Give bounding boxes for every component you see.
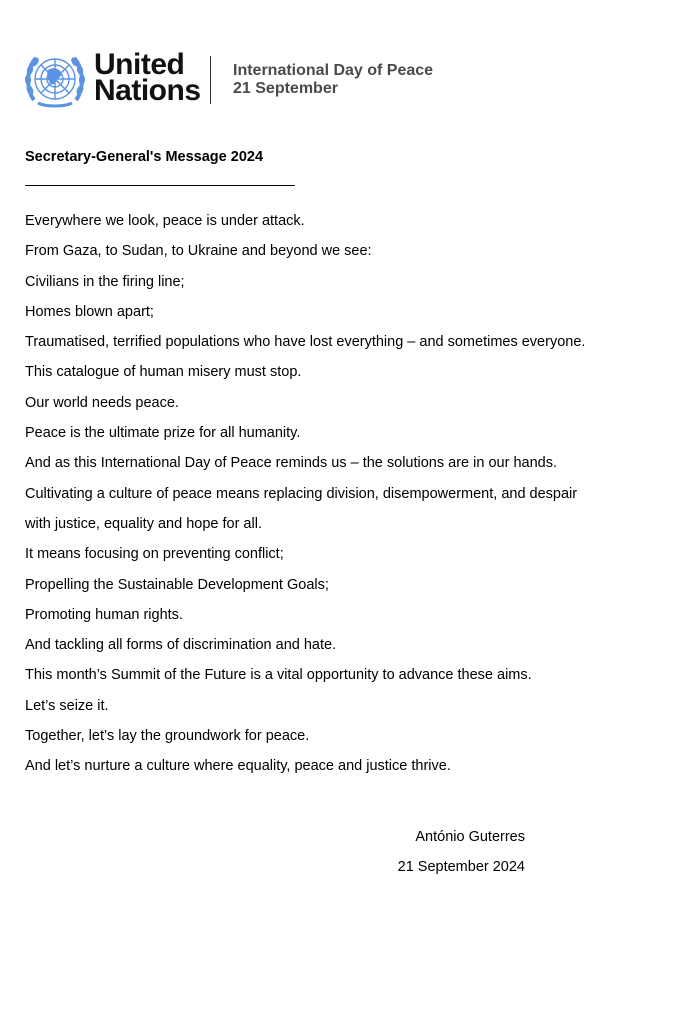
- message-line: And as this International Day of Peace reminds us – the solutions are in our hands.: [25, 455, 557, 472]
- un-emblem-icon: [24, 50, 86, 108]
- event-title: [233, 62, 433, 98]
- organization-name: [94, 48, 201, 107]
- org-name-line1: United: [94, 48, 185, 81]
- signature-date: 21 September 2024: [397, 859, 525, 875]
- message-line: Let’s seize it.: [25, 697, 109, 714]
- title-underline: [25, 185, 295, 186]
- message-line: Our world needs peace.: [25, 394, 179, 411]
- message-line: And let’s nurture a culture where equality, peace and justice thrive.: [25, 758, 451, 775]
- message-line: Promoting human rights.: [25, 606, 183, 623]
- message-line: Propelling the Sustainable Development Goals;: [25, 576, 329, 593]
- message-line: From Gaza, to Sudan, to Ukraine and beyond we see:: [25, 243, 372, 260]
- signature-block: [360, 828, 525, 888]
- message-line: with justice, equality and hope for all.: [25, 515, 262, 532]
- event-name: International Day of Peace: [233, 62, 434, 79]
- message-line: Civilians in the firing line;: [25, 273, 185, 290]
- message-line: It means focusing on preventing conflict;: [25, 546, 284, 563]
- message-body: [25, 212, 675, 788]
- page-title: Secretary-General's Message 2024: [25, 149, 264, 165]
- message-line: Cultivating a culture of peace means replacing division, disempowerment, and despair: [25, 485, 578, 502]
- message-line: Together, let’s lay the groundwork for peace.: [25, 728, 310, 745]
- signatory-name: António Guterres: [415, 829, 525, 845]
- header-divider: [210, 56, 211, 104]
- message-line: Everywhere we look, peace is under attack.: [25, 213, 305, 229]
- message-line: And tackling all forms of discrimination and hate.: [25, 637, 337, 654]
- message-line: Peace is the ultimate prize for all humanity.: [25, 425, 301, 442]
- event-date: 21 September: [233, 80, 338, 97]
- message-line: Traumatised, terrified populations who have lost everything – and sometimes everyone.: [25, 334, 586, 351]
- org-name-line2: Nations: [94, 74, 201, 107]
- message-line: This month’s Summit of the Future is a vital opportunity to advance these aims.: [25, 667, 532, 684]
- message-line: This catalogue of human misery must stop.: [25, 364, 302, 381]
- message-line: Homes blown apart;: [25, 303, 154, 320]
- page-header: [24, 50, 684, 108]
